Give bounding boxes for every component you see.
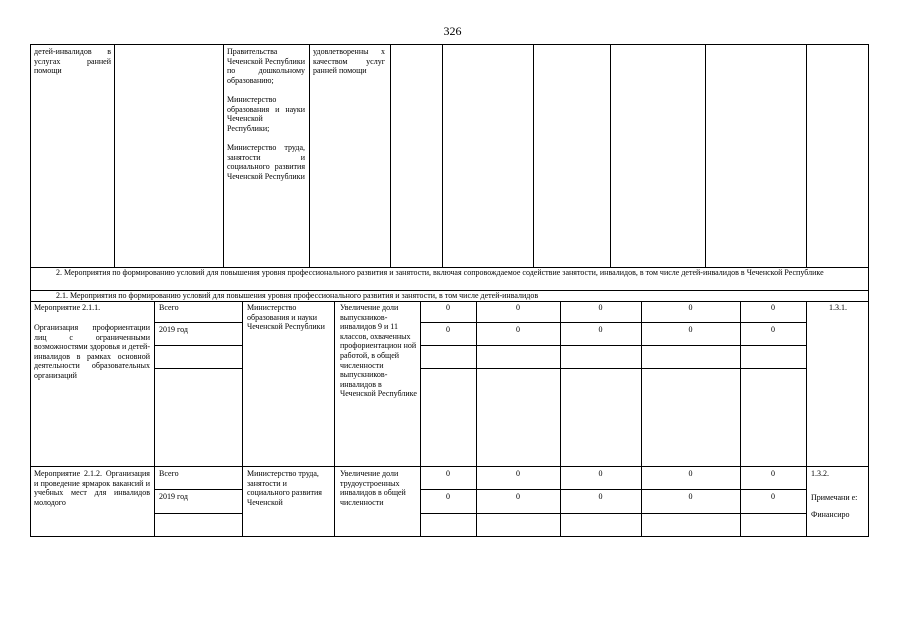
period-year: 2019 год xyxy=(159,492,188,501)
target-link xyxy=(811,469,866,520)
value-cell: 0 xyxy=(516,325,520,334)
event-title: Мероприятие 2.1.1. xyxy=(34,303,101,312)
top-event-text: детей-инвалидов в услугах ранней помощи xyxy=(34,47,111,76)
value-row xyxy=(420,325,806,335)
value-cell: 0 xyxy=(446,303,450,312)
table-top-block xyxy=(30,44,869,268)
value-cell: 0 xyxy=(446,469,450,478)
executor-text: Министерство труда, занятости и социального развития Чеченской xyxy=(247,469,322,507)
target-link-code: 1.3.2. xyxy=(811,469,829,478)
period-year: 2019 год xyxy=(159,325,188,334)
section-2-1-heading: 2.1. Мероприятия по формированию условий для повышения уровня профессионального развития и занятости, в том числе детей-инвалидов xyxy=(56,291,539,300)
top-executor-line: Правительства Чеченской Республики по дошкольному образованию; xyxy=(227,47,305,85)
value-cell: 0 xyxy=(598,325,603,334)
value-cell: 0 xyxy=(688,492,693,501)
value-cell: 0 xyxy=(516,303,520,312)
period-total: Всего xyxy=(159,469,179,478)
value-cell: 0 xyxy=(771,469,775,478)
section-2-heading: 2. Мероприятия по формированию условий для повышения уровня профессионального развития и занятости, включая сопровождаемое содействие занятости, инвалидов, в том числе детей-инвалидов в Чеченской Республике xyxy=(56,268,824,277)
executor-text: Министерство образования и науки Чеченской Республики xyxy=(247,303,325,332)
value-cell: 0 xyxy=(688,325,693,334)
value-row xyxy=(420,303,806,313)
value-cell: 0 xyxy=(771,325,775,334)
top-executor-text xyxy=(227,47,305,181)
event-title: Мероприятие 2.1.2. Организация и проведение ярмарок вакансий и учебных мест для инвалидов молодого xyxy=(34,469,150,507)
value-cell: 0 xyxy=(516,492,520,501)
value-cell: 0 xyxy=(516,469,520,478)
value-cell: 0 xyxy=(598,303,603,312)
page-number: 326 xyxy=(443,24,462,38)
value-cell: 0 xyxy=(446,492,450,501)
period-total: Всего xyxy=(159,303,179,312)
value-cell: 0 xyxy=(598,492,603,501)
top-executor-line: Министерство образования и науки Чеченской Республики; xyxy=(227,94,305,133)
event-description: Организация профориентации лиц с ограниченными возможностями здоровья и детей-инвалидов в рамках основной деятельности образовательных организаций xyxy=(34,323,150,380)
value-cell: 0 xyxy=(446,325,450,334)
value-row xyxy=(420,469,806,479)
indicator-text: Увеличение доли трудоустроенных инвалидов в общей численности xyxy=(340,469,406,507)
value-row xyxy=(420,492,806,502)
value-cell: 0 xyxy=(598,469,603,478)
target-link: 1.3.1. xyxy=(829,303,847,312)
value-cell: 0 xyxy=(771,303,775,312)
value-cell: 0 xyxy=(688,469,693,478)
indicator-text: Увеличение доли выпускников-инвалидов 9 и 11 классов, охваченных профориентацион ной работой, в общей численности выпускников-инвалидов в Чеченской Республике xyxy=(340,303,417,399)
note-label: Примечани е: xyxy=(811,492,858,502)
top-indicator-text: удовлетворенны х качеством услуг ранней помощи xyxy=(313,47,385,76)
value-cell: 0 xyxy=(688,303,693,312)
value-cell: 0 xyxy=(771,492,775,501)
top-executor-line: Министерство труда, занятости и социального развития Чеченской Республики xyxy=(227,142,305,181)
note-text: Финансиро xyxy=(811,510,850,520)
